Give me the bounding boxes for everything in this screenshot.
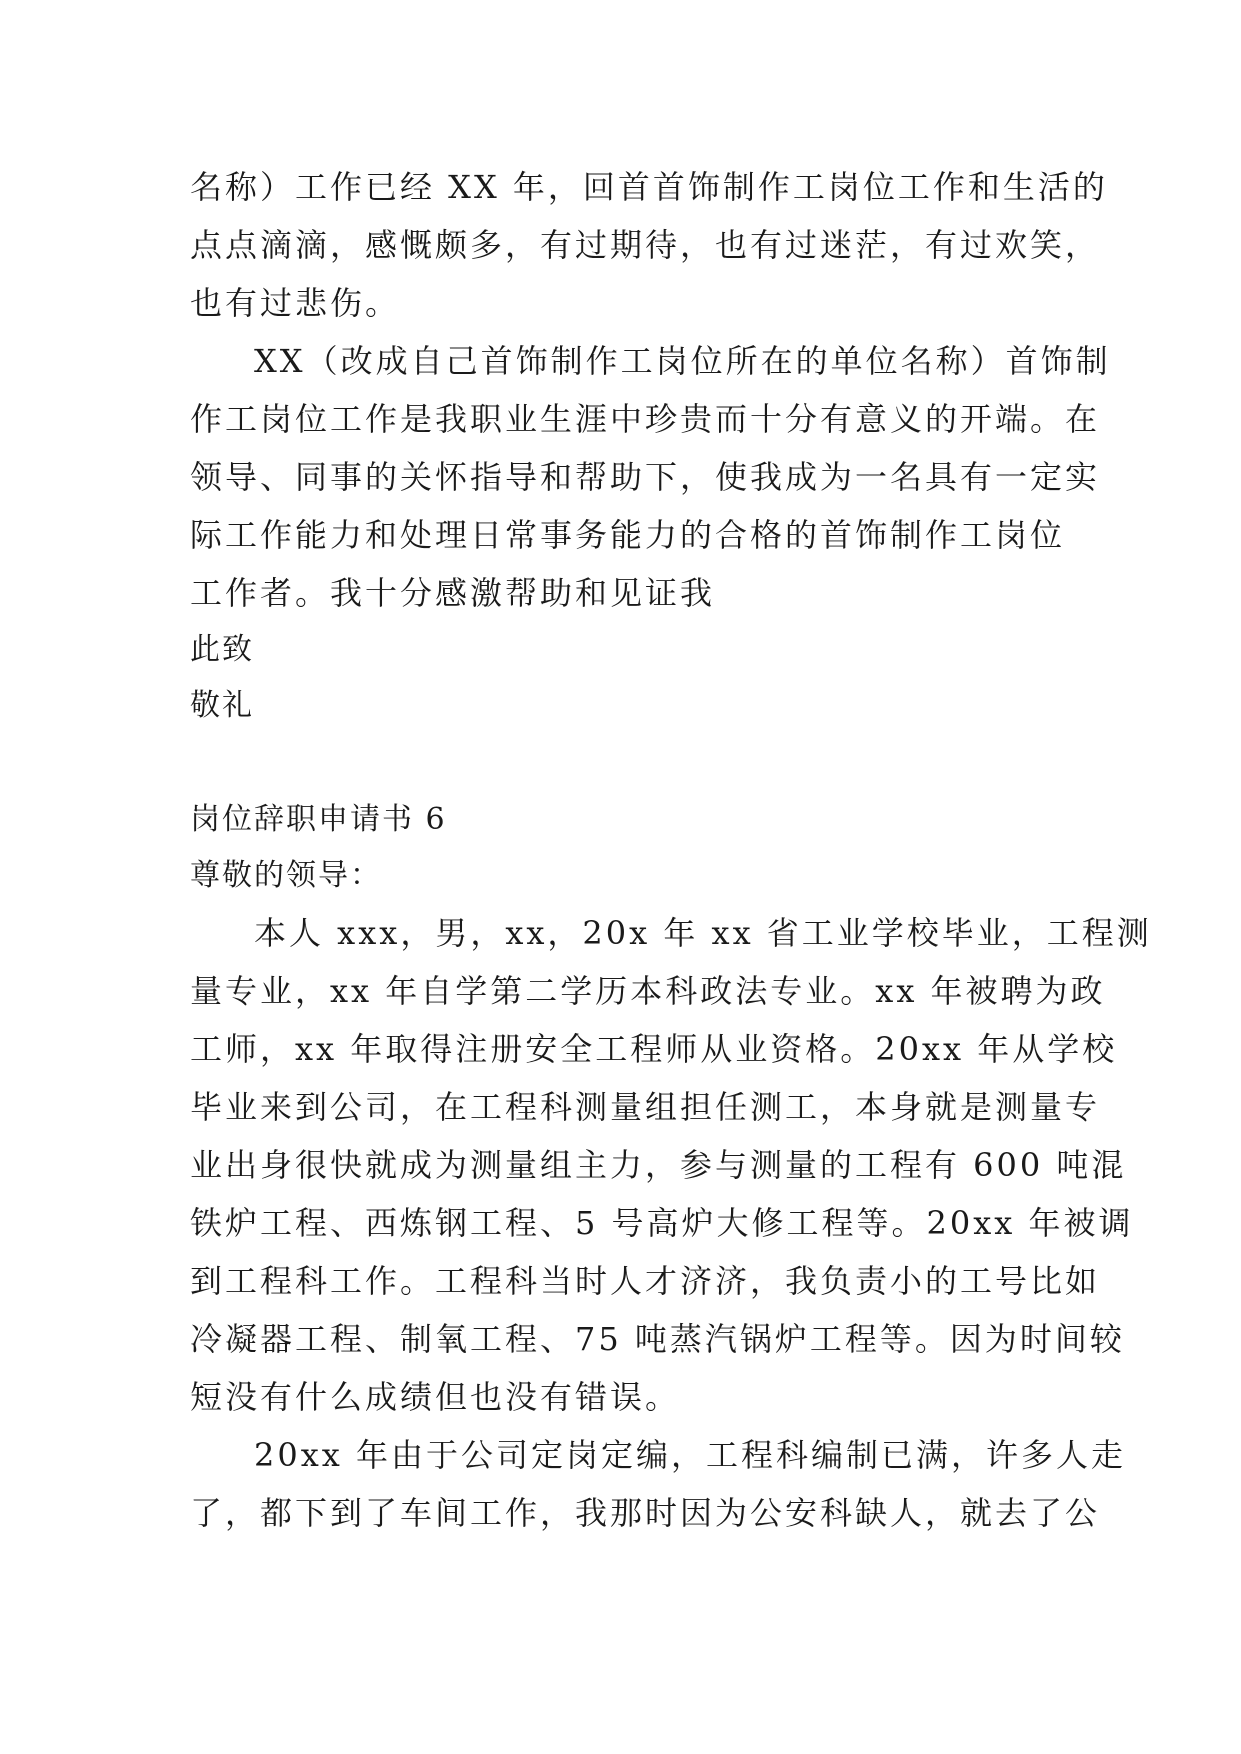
section-title: 岗位辞职申请书 6 xyxy=(190,802,447,837)
text-line: 际工作能力和处理日常事务能力的合格的首饰制作工岗位 xyxy=(190,516,1066,554)
salutation: 尊敬的领导： xyxy=(190,858,382,893)
text-line: 了，都下到了车间工作，我那时因为公安科缺人，就去了公 xyxy=(190,1494,1101,1532)
text-line: 到工程科工作。工程科当时人才济济，我负责小的工号比如 xyxy=(190,1262,1101,1300)
paragraph-2 xyxy=(190,332,1111,622)
text-line: 领导、同事的关怀指导和帮助下，使我成为一名具有一定实 xyxy=(190,458,1101,496)
closing-line: 此致 xyxy=(190,632,254,667)
spacer xyxy=(190,734,1060,792)
text-line: 作工岗位工作是我职业生涯中珍贵而十分有意义的开端。在 xyxy=(190,400,1101,438)
text-line: 本人 xxx，男，xx，20x 年 xx 省工业学校毕业，工程测 xyxy=(254,914,1152,952)
closing-line: 敬礼 xyxy=(190,688,254,723)
text-line: 工作者。我十分感激帮助和见证我 xyxy=(190,574,716,612)
text-line: 短没有什么成绩但也没有错误。 xyxy=(190,1378,681,1416)
document-page xyxy=(190,158,1152,1542)
text-line: 工师，xx 年取得注册安全工程师从业资格。20xx 年从学校 xyxy=(190,1030,1118,1068)
text-line: XX（改成自己首饰制作工岗位所在的单位名称）首饰制 xyxy=(254,342,1111,380)
text-line: 毕业来到公司，在工程科测量组担任测工，本身就是测量专 xyxy=(190,1088,1101,1126)
text-line: 业出身很快就成为测量组主力，参与测量的工程有 600 吨混 xyxy=(190,1146,1127,1184)
text-line: 也有过悲伤。 xyxy=(190,284,401,322)
paragraph-4 xyxy=(190,1426,1126,1542)
text-line: 量专业，xx 年自学第二学历本科政法专业。xx 年被聘为政 xyxy=(190,972,1106,1010)
text-line: 冷凝器工程、制氧工程、75 吨蒸汽锅炉工程等。因为时间较 xyxy=(190,1320,1125,1358)
paragraph-1 xyxy=(190,158,1108,332)
text-line: 铁炉工程、西炼钢工程、5 号高炉大修工程等。20xx 年被调 xyxy=(190,1204,1134,1242)
text-line: 名称）工作已经 XX 年，回首首饰制作工岗位工作和生活的 xyxy=(190,168,1108,206)
text-line: 20xx 年由于公司定岗定编，工程科编制已满，许多人走 xyxy=(254,1436,1126,1474)
text-line: 点点滴滴，感慨颇多，有过期待，也有过迷茫，有过欢笑， xyxy=(190,226,1101,264)
paragraph-3 xyxy=(190,904,1152,1426)
